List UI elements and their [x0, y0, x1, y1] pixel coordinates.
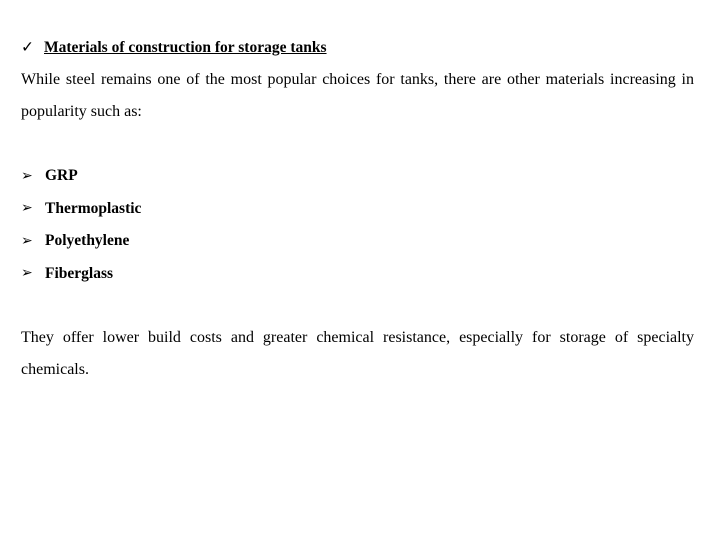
arrow-bullet-icon: ➢ — [21, 201, 33, 217]
section-heading — [21, 38, 327, 57]
list-item — [21, 160, 141, 193]
intro-paragraph: While steel remains one of the most popular choices for tanks, there are other materials increasing in popularity such as: — [21, 71, 694, 120]
list-item-label: GRP — [45, 167, 78, 185]
list-item-label: Fiberglass — [45, 264, 114, 282]
checkmark-icon: ✓ — [21, 39, 34, 56]
arrow-bullet-icon: ➢ — [21, 168, 33, 184]
list-item-label: Thermoplastic — [45, 199, 142, 217]
conclusion-paragraph: They offer lower build costs and greater chemical resistance, especially for storage of specialty chemicals. — [21, 329, 694, 378]
list-item — [21, 193, 141, 226]
section-title: Materials of construction for storage tanks — [44, 39, 327, 56]
list-item-label: Polyethylene — [45, 232, 130, 250]
arrow-bullet-icon: ➢ — [21, 266, 33, 282]
list-item — [21, 258, 141, 291]
materials-list — [21, 160, 141, 290]
list-item — [21, 225, 141, 258]
arrow-bullet-icon: ➢ — [21, 233, 33, 249]
